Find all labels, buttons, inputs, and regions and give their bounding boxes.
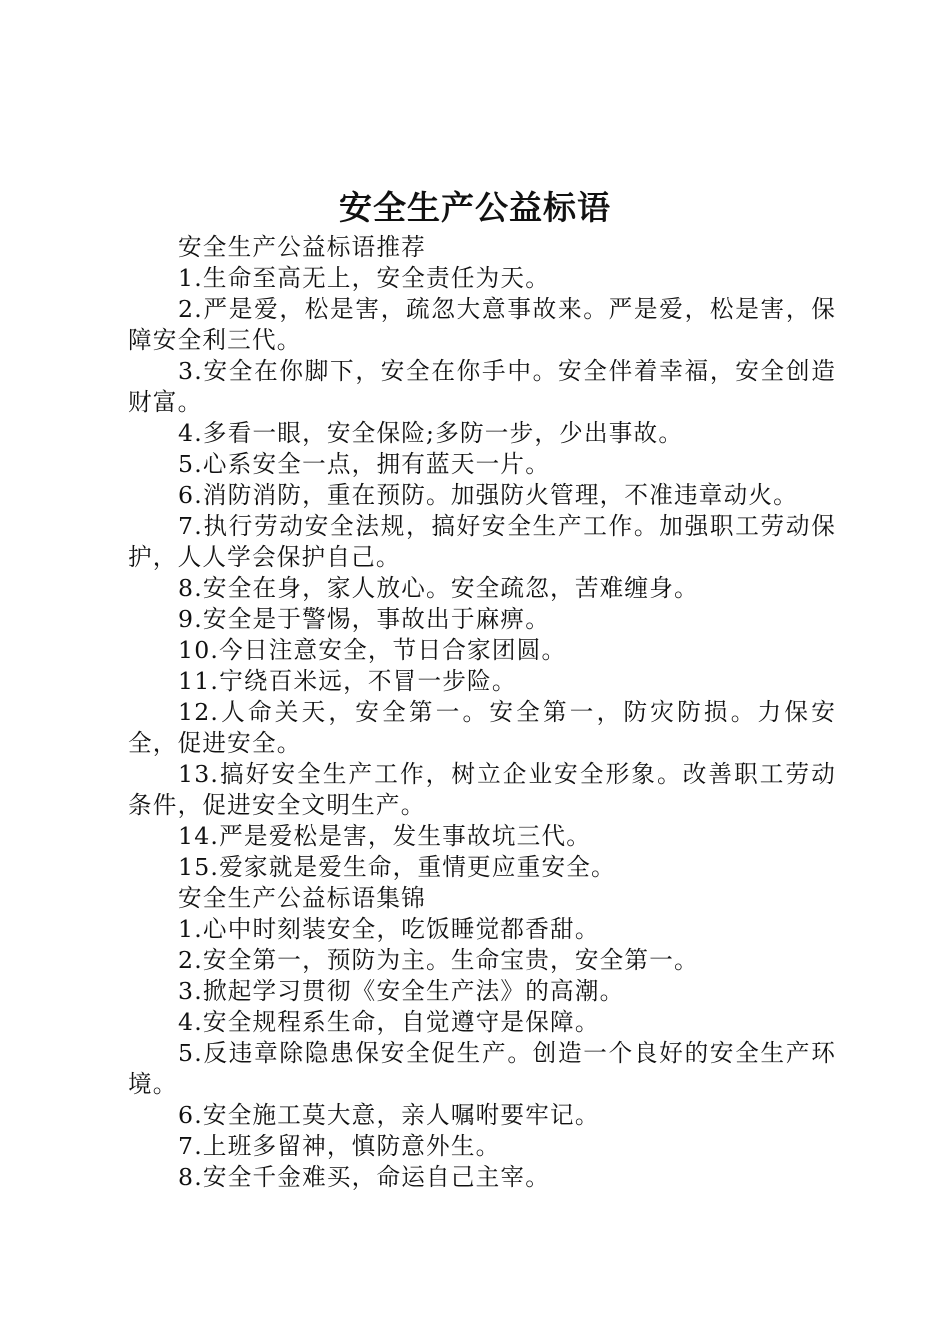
section-heading: 安全生产公益标语推荐 xyxy=(178,233,426,261)
slogan-item: 15.爱家就是爱生命，重情更应重安全。 xyxy=(178,853,616,881)
slogan-item: 2.严是爱，松是害，疏忽大意事故来。严是爱，松是害，保障安全利三代。 xyxy=(128,295,836,354)
slogan-item: 5.反违章除隐患保安全促生产。创造一个良好的安全生产环境。 xyxy=(128,1039,836,1098)
slogan-item: 12.人命关天，安全第一。安全第一，防灾防损。力保安全，促进安全。 xyxy=(128,698,836,757)
slogan-item: 4.多看一眼，安全保险;多防一步，少出事故。 xyxy=(178,419,684,447)
slogan-item: 1.生命至高无上，安全责任为天。 xyxy=(178,264,551,292)
slogan-item: 11.宁绕百米远，不冒一步险。 xyxy=(178,667,517,695)
slogan-item: 7.执行劳动安全法规，搞好安全生产工作。加强职工劳动保护，人人学会保护自己。 xyxy=(128,512,836,571)
slogan-item: 1.心中时刻装安全，吃饭睡觉都香甜。 xyxy=(178,915,600,943)
slogan-item: 3.安全在你脚下，安全在你手中。安全伴着幸福，安全创造财富。 xyxy=(128,357,836,416)
document-body xyxy=(128,232,836,1193)
slogan-item: 3.掀起学习贯彻《安全生产法》的高潮。 xyxy=(178,977,625,1005)
slogan-item: 9.安全是于警惕，事故出于麻痹。 xyxy=(178,605,551,633)
document-title: 安全生产公益标语 xyxy=(339,188,611,227)
slogan-item: 8.安全千金难买，命运自己主宰。 xyxy=(178,1163,551,1191)
slogan-item: 5.心系安全一点，拥有蓝天一片。 xyxy=(178,450,551,478)
slogan-item: 13.搞好安全生产工作，树立企业安全形象。改善职工劳动条件，促进安全文明生产。 xyxy=(128,760,836,819)
slogan-item: 7.上班多留神，慎防意外生。 xyxy=(178,1132,501,1160)
slogan-item: 6.消防消防，重在预防。加强防火管理，不准违章动火。 xyxy=(178,481,798,509)
slogan-item: 14.严是爱松是害，发生事故坑三代。 xyxy=(178,822,592,850)
slogan-item: 2.安全第一，预防为主。生命宝贵，安全第一。 xyxy=(178,946,699,974)
section-heading: 安全生产公益标语集锦 xyxy=(178,884,426,912)
slogan-item: 10.今日注意安全，节日合家团圆。 xyxy=(178,636,567,664)
slogan-item: 6.安全施工莫大意，亲人嘱咐要牢记。 xyxy=(178,1101,600,1129)
slogan-item: 8.安全在身，家人放心。安全疏忽，苦难缠身。 xyxy=(178,574,699,602)
slogan-item: 4.安全规程系生命，自觉遵守是保障。 xyxy=(178,1008,600,1036)
